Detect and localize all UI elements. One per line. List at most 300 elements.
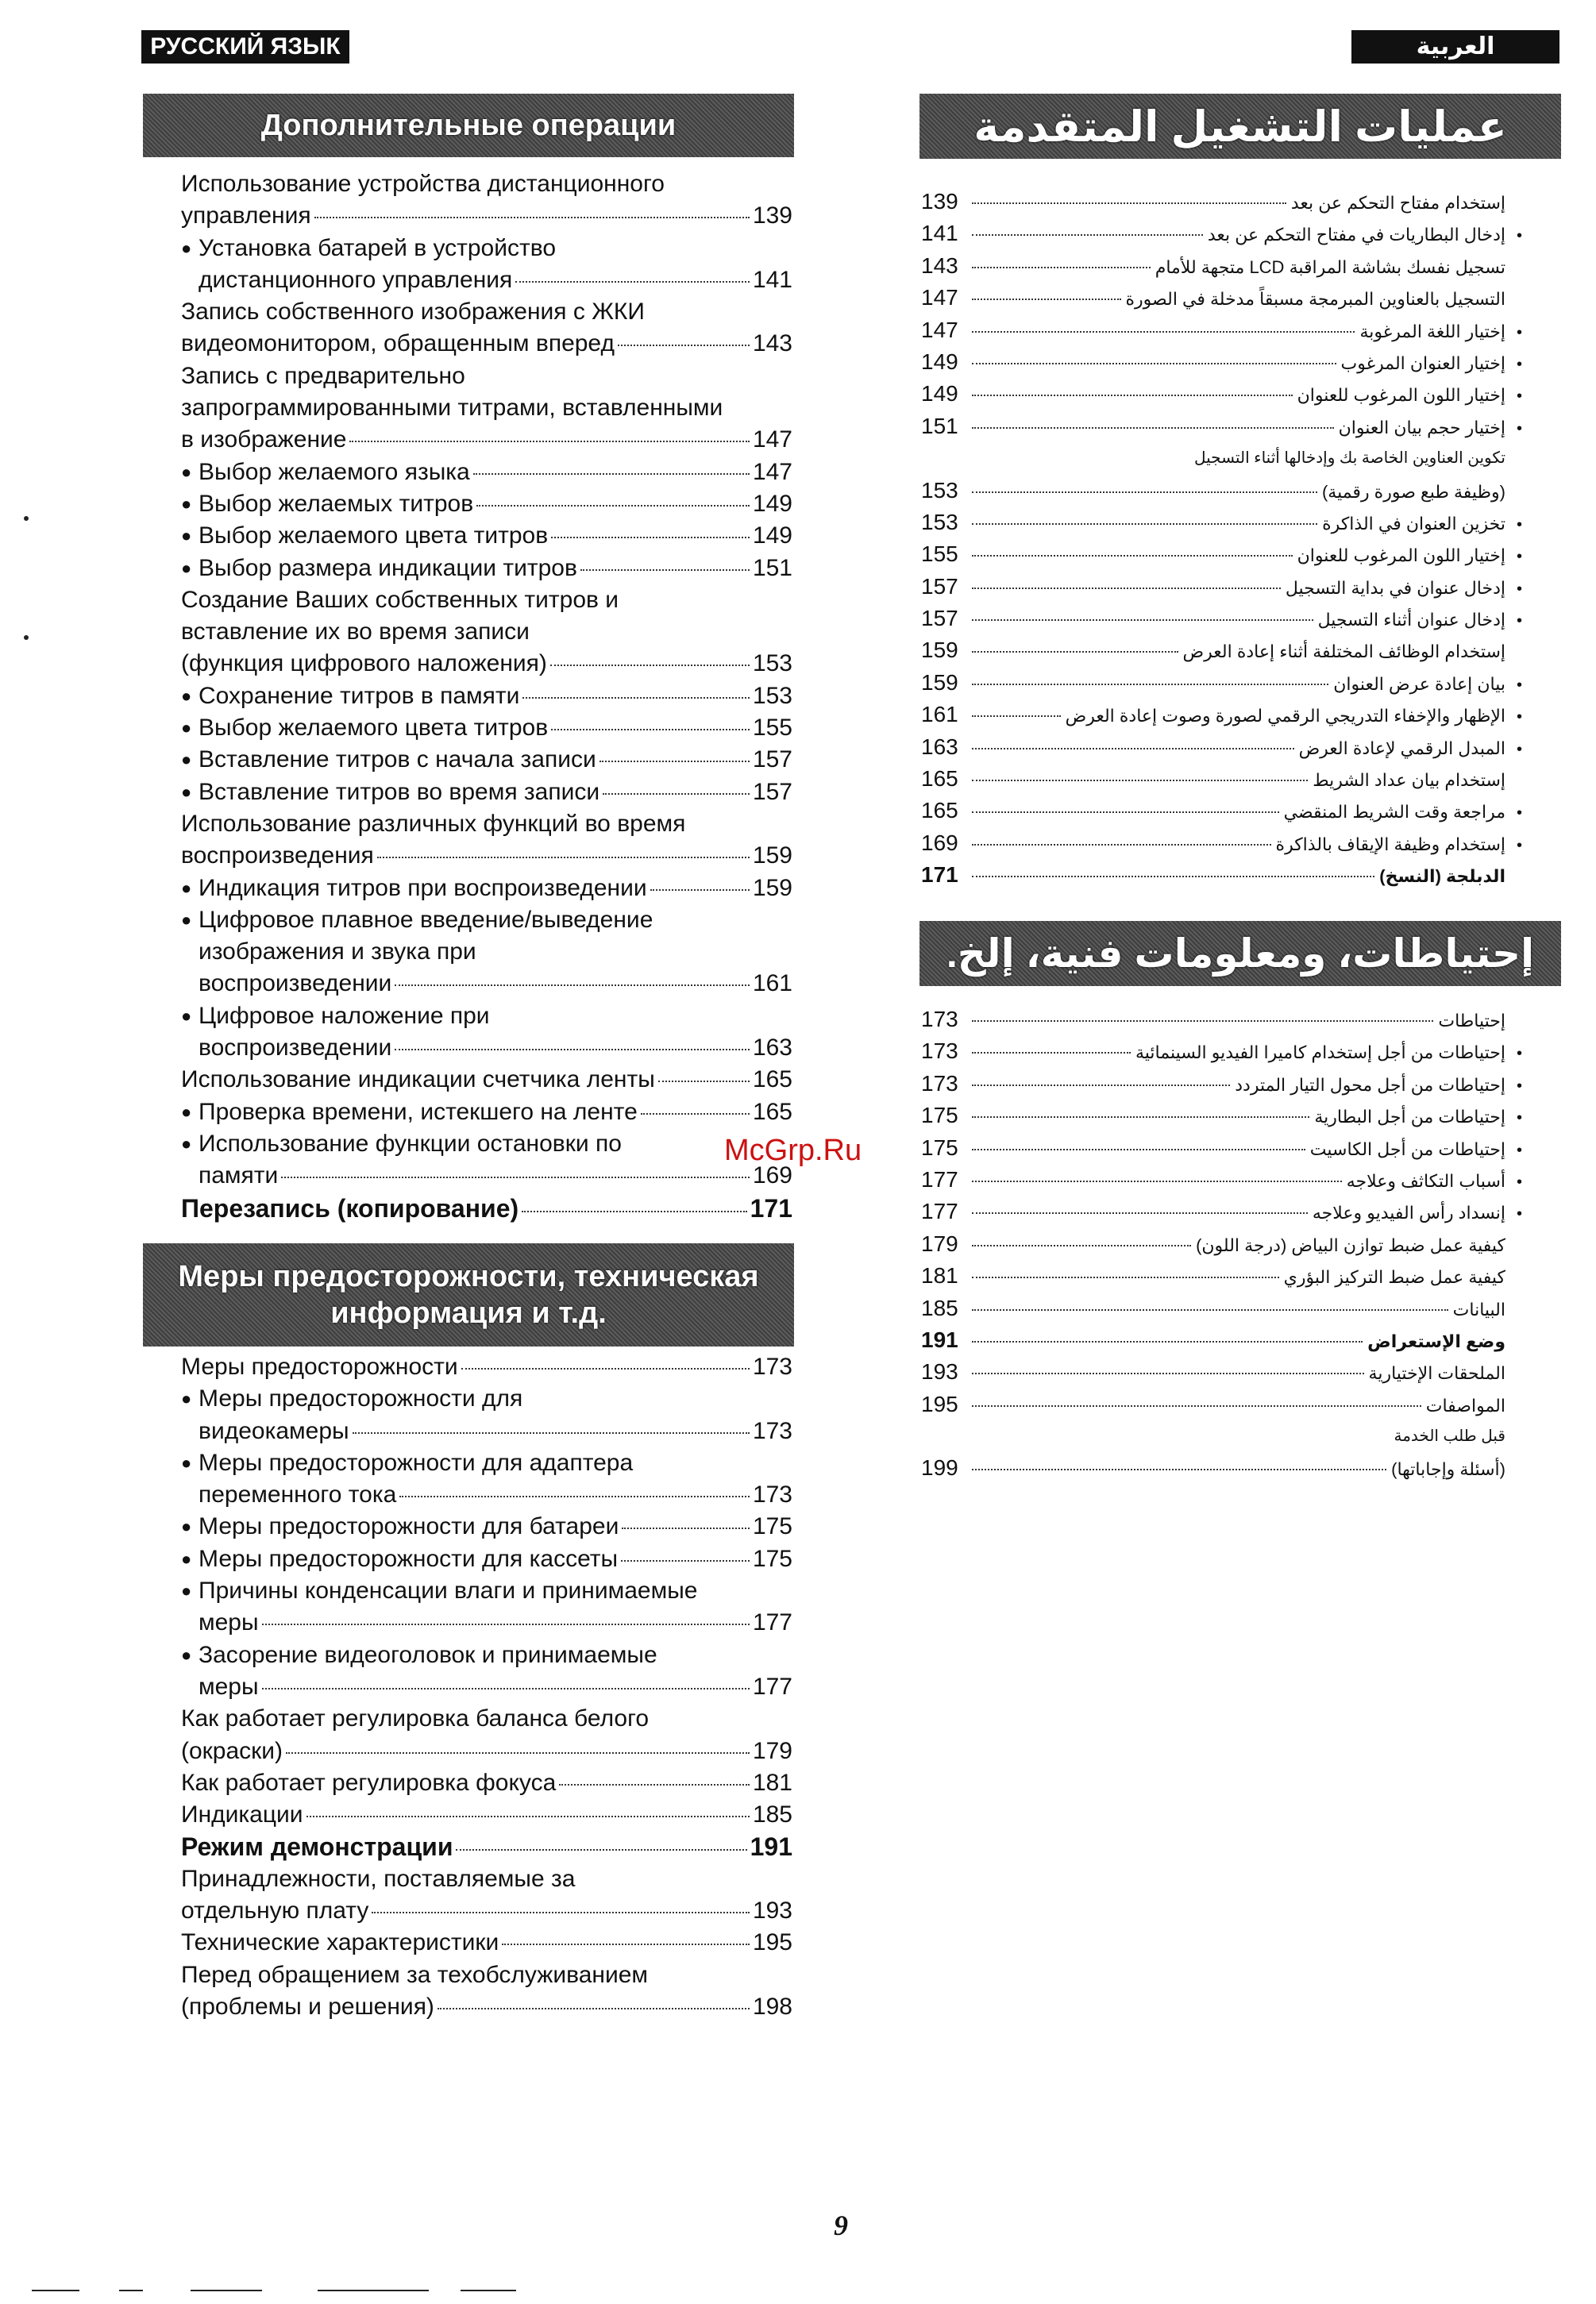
toc-entry-page: 195 <box>921 1391 958 1416</box>
bullet-icon: ● <box>181 1581 192 1601</box>
dot-leader <box>286 1752 750 1754</box>
toc-entry-page: 151 <box>752 554 792 581</box>
toc-entry <box>181 1128 792 1160</box>
dot-leader <box>972 299 1121 300</box>
bullet-icon: ● <box>181 1005 192 1026</box>
toc-entry <box>921 538 1525 570</box>
toc-entry <box>181 1383 792 1415</box>
dot-leader <box>551 729 750 730</box>
toc-entry <box>921 699 1525 730</box>
dot-leader <box>972 363 1336 364</box>
dot-leader <box>972 523 1317 525</box>
toc-entry <box>921 667 1525 699</box>
toc-entry-title: إختيار اللون المرغوب للعنوان <box>1297 545 1505 566</box>
toc-entry-title: Цифровое плавное введение/выведение <box>199 906 653 933</box>
toc-entry-title: المواصفات <box>1425 1395 1505 1416</box>
toc-entry-title: (функция цифрового наложения) <box>181 650 547 677</box>
toc-entry-title: Перед обращением за техобслуживанием <box>181 1961 649 1988</box>
dot-leader <box>972 491 1317 493</box>
toc-entry-page: 191 <box>750 1832 792 1862</box>
toc-entry-title: إختيار اللغة المرغوبة <box>1359 321 1505 341</box>
toc-entry-title: قبل طلب الخدمة <box>1394 1427 1505 1446</box>
toc-entry-page: 169 <box>752 1162 792 1189</box>
toc-entry <box>921 1324 1525 1356</box>
toc-entry-title: меры <box>199 1673 259 1700</box>
toc-entry-title: Технические характеристики <box>181 1929 499 1956</box>
bullet-icon: • <box>1517 548 1523 566</box>
toc-entry <box>921 1196 1525 1227</box>
toc-entry-page: 179 <box>921 1231 958 1256</box>
dot-leader <box>456 1849 746 1851</box>
toc-entry-title: Использование индикации счетчика ленты <box>181 1066 655 1093</box>
dot-leader <box>476 505 750 507</box>
toc-entry-title: Засорение видеоголовок и принимаемые <box>199 1641 657 1668</box>
toc-entry-title: Сохранение титров в памяти <box>199 682 520 709</box>
toc-entry <box>181 296 792 328</box>
dot-leader <box>349 441 749 442</box>
toc-entry-page: 147 <box>921 317 958 342</box>
toc-entry-page: 153 <box>752 682 792 709</box>
dot-leader <box>262 1688 750 1689</box>
toc-entry <box>181 233 792 264</box>
toc-entry-page: 143 <box>752 330 792 357</box>
dot-leader <box>972 1405 1421 1407</box>
toc-entry <box>181 1736 792 1767</box>
bullet-icon: ● <box>181 1548 192 1569</box>
toc-entry-title: Вставление титров во время записи <box>199 778 600 805</box>
toc-entry-page: 153 <box>921 477 958 503</box>
toc-entry-page: 147 <box>752 458 792 485</box>
toc-entry <box>181 168 792 200</box>
dot-leader <box>522 697 750 699</box>
toc-entry-title: видеомонитором, обращенным вперед <box>181 330 615 357</box>
ru-section-precautions-title <box>143 1243 794 1347</box>
toc-entry-page: 155 <box>752 715 792 742</box>
dot-leader <box>603 793 750 795</box>
toc-entry-title: Проверка времени, истекшего на ленте <box>199 1098 638 1125</box>
bullet-icon: ● <box>181 1101 192 1122</box>
toc-entry-title: تخزين العنوان في الذاكرة <box>1322 513 1505 534</box>
toc-entry-title: Выбор желаемого цвета титров <box>199 715 549 742</box>
toc-entry-page: 193 <box>921 1359 958 1385</box>
toc-entry-page: 181 <box>921 1263 958 1289</box>
toc-entry-page: 161 <box>752 970 792 997</box>
toc-entry-title: Запись собственного изображения с ЖКИ <box>181 299 645 326</box>
ar-section-advanced-operations-title: عمليات التشغيل المتقدمة <box>919 94 1561 159</box>
toc-entry-title: Использование различных функций во время <box>181 810 686 837</box>
toc-entry-page: 173 <box>921 1070 958 1096</box>
toc-entry-page: 165 <box>921 798 958 823</box>
toc-entry <box>921 859 1525 891</box>
toc-entry-title: إستخدام وظيفة الإيقاف بالذاكرة <box>1275 834 1505 854</box>
toc-entry <box>181 424 792 456</box>
dot-leader <box>641 1113 750 1115</box>
bullet-icon: • <box>1517 836 1523 854</box>
dot-leader <box>618 345 750 346</box>
toc-entry-page: 157 <box>921 573 958 599</box>
dot-leader <box>559 1784 750 1786</box>
toc-entry-title: видеокамеры <box>199 1417 349 1444</box>
bullet-icon: • <box>1517 1141 1523 1159</box>
page-number: 9 <box>834 2210 848 2241</box>
dot-leader <box>580 569 750 571</box>
toc-entry-title: Индикация титров при воспроизведении <box>199 874 647 901</box>
bullet-icon: • <box>1517 1173 1523 1191</box>
toc-entry <box>181 1703 792 1735</box>
toc-entry <box>921 1228 1525 1260</box>
toc-entry-page: 185 <box>921 1295 958 1320</box>
toc-entry-title: Меры предосторожности для батареи <box>199 1513 619 1540</box>
bullet-icon: • <box>1517 1109 1523 1127</box>
toc-entry <box>921 1132 1525 1164</box>
scan-dot <box>24 635 29 640</box>
dot-leader <box>972 619 1313 621</box>
bullet-icon: ● <box>181 909 192 930</box>
bullet-icon: • <box>1517 612 1523 630</box>
toc-entry-page: 165 <box>921 766 958 792</box>
dot-leader <box>972 1469 1386 1470</box>
toc-entry-page: 147 <box>921 285 958 310</box>
toc-entry <box>181 680 792 712</box>
toc-entry <box>181 360 792 392</box>
bullet-icon: ● <box>181 749 192 770</box>
toc-entry-title: البيانات <box>1452 1299 1505 1320</box>
dot-leader <box>972 1245 1191 1246</box>
toc-entry-title: Запись с предварительно <box>181 362 465 389</box>
dot-leader <box>658 1081 750 1082</box>
scan-edge-mark <box>461 2290 516 2291</box>
ru-toc-precautions <box>181 1351 792 2023</box>
toc-entry-page: 173 <box>752 1417 792 1444</box>
dot-leader <box>972 202 1286 204</box>
toc-entry-page: 177 <box>752 1673 792 1700</box>
bullet-icon: • <box>1517 515 1523 534</box>
toc-entry-page: 159 <box>921 669 958 695</box>
ar-toc-advanced-operations <box>921 186 1525 892</box>
dot-leader <box>438 2008 750 2009</box>
toc-entry-title: إحتياطات من أجل البطارية <box>1314 1107 1505 1127</box>
bullet-icon: ● <box>181 1644 192 1665</box>
bullet-icon: • <box>1517 419 1523 437</box>
bullet-icon: ● <box>181 1516 192 1537</box>
dot-leader <box>502 1944 750 1945</box>
dot-leader <box>395 984 750 986</box>
toc-entry-page: 173 <box>921 1038 958 1064</box>
toc-entry <box>181 648 792 680</box>
toc-entry-title: تكوين العناوين الخاصة بك وإدخالها أثناء التسجيل <box>1194 449 1505 468</box>
toc-entry-title: (أسئلة وإجاباتها) <box>1391 1459 1505 1480</box>
toc-entry-page: 147 <box>752 426 792 453</box>
dot-leader <box>972 1020 1433 1022</box>
dot-leader <box>551 537 750 538</box>
toc-entry-title: بيان إعادة عرض العنوان <box>1333 673 1505 694</box>
toc-entry-title: تسجيل نفسك بشاشة المراقبة LCD متجهة للأمام <box>1155 256 1505 277</box>
toc-entry <box>181 1032 792 1064</box>
dot-leader <box>972 267 1151 268</box>
scan-edge-mark <box>32 2290 79 2291</box>
toc-entry <box>181 712 792 744</box>
toc-entry <box>181 1000 792 1032</box>
ru-section-advanced-operations-title: Дополнительные операции <box>143 94 794 157</box>
toc-entry <box>181 1607 792 1639</box>
dot-leader <box>972 1309 1448 1311</box>
toc-entry <box>181 1671 792 1703</box>
bullet-icon: • <box>1517 1205 1523 1223</box>
bullet-icon: ● <box>181 1133 192 1154</box>
toc-entry <box>921 1068 1525 1100</box>
toc-entry <box>181 1927 792 1959</box>
toc-entry <box>921 218 1525 249</box>
toc-entry <box>921 1452 1525 1484</box>
toc-entry-title: Меры предосторожности для <box>199 1385 523 1412</box>
toc-entry-page: 179 <box>752 1737 792 1764</box>
toc-entry <box>921 795 1525 826</box>
toc-entry <box>181 616 792 648</box>
toc-entry <box>181 1959 792 1991</box>
toc-entry-title: Индикации <box>181 1801 303 1828</box>
toc-entry-title: изображения и звука при <box>199 938 476 965</box>
toc-entry <box>921 442 1525 474</box>
toc-entry <box>181 808 792 840</box>
dot-leader <box>599 761 750 762</box>
toc-entry-page: 191 <box>921 1327 958 1352</box>
toc-entry-page: 161 <box>921 702 958 727</box>
toc-entry-title: в изображение <box>181 426 347 453</box>
toc-entry-title: Выбор размера индикации титров <box>199 554 577 581</box>
toc-entry-title: воспроизведении <box>199 1034 392 1061</box>
toc-entry-title: Вставление титров с начала записи <box>199 746 596 773</box>
bullet-icon: ● <box>181 493 192 514</box>
bullet-icon: • <box>1517 227 1523 245</box>
toc-entry <box>181 1351 792 1383</box>
scan-dot <box>24 516 29 521</box>
ar-toc-precautions <box>921 1004 1525 1485</box>
dot-leader <box>972 588 1281 589</box>
toc-entry <box>181 264 792 296</box>
toc-entry-page: 163 <box>921 734 958 759</box>
toc-entry-title: Выбор желаемого цвета титров <box>199 522 549 549</box>
bullet-icon: ● <box>181 237 192 258</box>
toc-entry-page: 141 <box>921 221 958 246</box>
toc-entry-page: 199 <box>921 1455 958 1481</box>
toc-entry <box>921 731 1525 763</box>
dot-leader <box>972 684 1328 685</box>
dot-leader <box>522 1211 746 1212</box>
toc-entry-title: меры <box>199 1609 259 1636</box>
toc-entry <box>921 1260 1525 1292</box>
bullet-icon: ● <box>181 557 192 578</box>
dot-leader <box>395 1049 750 1050</box>
toc-entry-page: 193 <box>752 1898 792 1924</box>
dot-leader <box>972 844 1271 846</box>
toc-entry-title: памяти <box>199 1162 279 1189</box>
toc-entry-page: 141 <box>752 266 792 293</box>
toc-entry-title: إختيار العنوان المرغوب <box>1340 353 1505 373</box>
toc-entry <box>181 1064 792 1096</box>
toc-entry-page: 149 <box>752 490 792 517</box>
dot-leader <box>353 1432 750 1434</box>
toc-entry-title: Использование функции остановки по <box>199 1130 622 1157</box>
dot-leader <box>972 1181 1342 1182</box>
toc-entry-page: 149 <box>921 381 958 406</box>
toc-entry-page: 195 <box>752 1929 792 1956</box>
bullet-icon: ● <box>181 685 192 706</box>
toc-entry-page: 139 <box>921 189 958 214</box>
scan-edge-mark <box>191 2290 262 2291</box>
ru-section-precautions-title-line1: Меры предосторожности, техническая <box>178 1260 759 1293</box>
toc-entry <box>181 968 792 1000</box>
bullet-icon: ● <box>181 1452 192 1473</box>
bullet-icon: • <box>1517 387 1523 406</box>
toc-entry-title: كيفية عمل ضبط التركيز البؤري <box>1283 1267 1505 1288</box>
toc-entry <box>181 936 792 968</box>
toc-entry <box>181 328 792 360</box>
toc-entry <box>921 282 1525 314</box>
toc-entry-page: 175 <box>752 1545 792 1572</box>
toc-entry <box>181 1575 792 1607</box>
dot-leader <box>281 1177 750 1178</box>
dot-leader <box>461 1368 750 1370</box>
toc-entry <box>181 1511 792 1543</box>
ru-toc-advanced-operations <box>181 168 792 1224</box>
toc-entry-page: 151 <box>921 413 958 438</box>
toc-entry-title: إحتياطات <box>1438 1011 1505 1031</box>
toc-entry <box>181 1799 792 1831</box>
toc-entry-title: вставление их во время записи <box>181 618 530 645</box>
toc-entry-page: 185 <box>752 1801 792 1828</box>
dot-leader <box>972 427 1334 429</box>
dot-leader <box>972 748 1294 749</box>
bullet-icon: ● <box>181 718 192 738</box>
bullet-icon: ● <box>181 1389 192 1409</box>
toc-entry <box>181 1479 792 1511</box>
toc-entry-title: وضع الإستعراض <box>1367 1331 1505 1351</box>
toc-entry-page: 175 <box>752 1513 792 1540</box>
bullet-icon: • <box>1517 1045 1523 1063</box>
dot-leader <box>972 1373 1364 1374</box>
dot-leader <box>972 651 1178 653</box>
toc-entry-title: Использование устройства дистанционного <box>181 171 665 197</box>
toc-entry-title: воспроизведения <box>181 842 374 869</box>
toc-entry-page: 173 <box>752 1354 792 1380</box>
toc-entry <box>921 1356 1525 1388</box>
bullet-icon: ● <box>181 781 192 802</box>
dot-leader <box>377 857 750 858</box>
dot-leader <box>972 811 1279 813</box>
ru-section-precautions-title-line2: информация и т.д. <box>330 1296 607 1330</box>
toc-entry-title: запрограммированными титрами, вставленными <box>181 395 723 422</box>
toc-entry-page: 198 <box>752 1993 792 2020</box>
toc-entry-title: إختيار اللون المرغوب للعنوان <box>1297 385 1505 406</box>
toc-entry <box>921 603 1525 634</box>
toc-entry-title: Меры предосторожности для адаптера <box>199 1449 634 1476</box>
dot-leader <box>622 1528 750 1529</box>
toc-entry-title: Перезапись (копирование) <box>181 1193 519 1223</box>
toc-entry <box>181 1863 792 1895</box>
toc-entry-title: كيفية عمل ضبط توازن البياض (درجة اللون) <box>1196 1235 1505 1255</box>
toc-entry <box>181 1160 792 1192</box>
toc-entry-title: Как работает регулировка фокуса <box>181 1769 557 1796</box>
toc-entry <box>181 584 792 616</box>
toc-entry-title: الإظهار والإخفاء التدريجي الرقمي لصورة وصوت إعادة العرض <box>1065 706 1505 726</box>
scan-edge-mark <box>119 2290 143 2291</box>
toc-entry-page: 153 <box>921 509 958 534</box>
toc-entry <box>921 1420 1525 1452</box>
toc-entry <box>921 378 1525 410</box>
toc-entry <box>181 1895 792 1927</box>
dot-leader <box>262 1624 750 1625</box>
dot-leader <box>314 217 750 218</box>
dot-leader <box>515 281 750 283</box>
toc-entry <box>921 410 1525 442</box>
toc-entry-page: 157 <box>752 746 792 773</box>
toc-entry <box>921 186 1525 218</box>
dot-leader <box>972 715 1061 717</box>
toc-entry-title: (проблемы и решения) <box>181 1993 434 2020</box>
toc-entry-page: 177 <box>921 1199 958 1224</box>
toc-entry-page: 165 <box>752 1066 792 1093</box>
toc-entry-page: 149 <box>921 349 958 374</box>
toc-entry-title: переменного тока <box>199 1481 397 1508</box>
bullet-icon: • <box>1517 708 1523 726</box>
bullet-icon: • <box>1517 740 1523 758</box>
dot-leader <box>473 473 750 475</box>
toc-entry <box>921 507 1525 538</box>
toc-entry-title: إحتياطات من أجل الكاسيت <box>1309 1139 1505 1159</box>
toc-entry <box>181 873 792 904</box>
toc-entry <box>181 1192 792 1224</box>
toc-entry-title: إستخدام مفتاح التحكم عن بعد <box>1290 193 1505 213</box>
toc-entry <box>181 1831 792 1863</box>
toc-entry-title: الدبلجة (النسخ) <box>1379 866 1505 887</box>
toc-entry <box>181 1096 792 1128</box>
dot-leader <box>972 1341 1363 1343</box>
dot-leader <box>372 1912 750 1913</box>
toc-entry <box>181 776 792 808</box>
toc-entry <box>921 1035 1525 1067</box>
watermark: McGrp.Ru <box>724 1134 862 1167</box>
toc-entry-page: 173 <box>752 1481 792 1508</box>
toc-entry <box>181 1447 792 1479</box>
toc-entry-page: 175 <box>921 1103 958 1128</box>
toc-entry-title: Выбор желаемых титров <box>199 490 474 517</box>
bullet-icon: • <box>1517 676 1523 694</box>
bullet-icon: ● <box>181 877 192 898</box>
bullet-icon: • <box>1517 804 1523 823</box>
russian-language-tab: РУССКИЙ ЯЗЫК <box>141 30 349 64</box>
ar-section-precautions-title: إحتياطات، ومعلومات فنية، إلخ. <box>919 921 1561 986</box>
toc-entry-page: 159 <box>752 842 792 869</box>
toc-entry-title: Выбор желаемого языка <box>199 458 470 485</box>
toc-entry <box>921 346 1525 378</box>
dot-leader <box>972 555 1293 557</box>
toc-entry-title: Принадлежности, поставляемые за <box>181 1865 576 1892</box>
bullet-icon: ● <box>181 461 192 482</box>
toc-entry-title: Как работает регулировка баланса белого <box>181 1705 650 1732</box>
toc-entry-title: الملحقات الإختيارية <box>1368 1363 1505 1384</box>
toc-entry-title: Режим демонстрации <box>181 1832 453 1862</box>
bullet-icon: • <box>1517 1077 1523 1095</box>
toc-entry-page: 165 <box>752 1098 792 1125</box>
dot-leader <box>621 1560 750 1562</box>
dot-leader <box>972 1212 1308 1214</box>
toc-entry-page: 169 <box>921 830 958 855</box>
toc-entry-page: 173 <box>921 1007 958 1031</box>
toc-entry-title: воспроизведении <box>199 970 392 997</box>
scan-edge-mark <box>318 2290 429 2291</box>
toc-entry <box>181 1639 792 1671</box>
toc-entry <box>921 475 1525 507</box>
